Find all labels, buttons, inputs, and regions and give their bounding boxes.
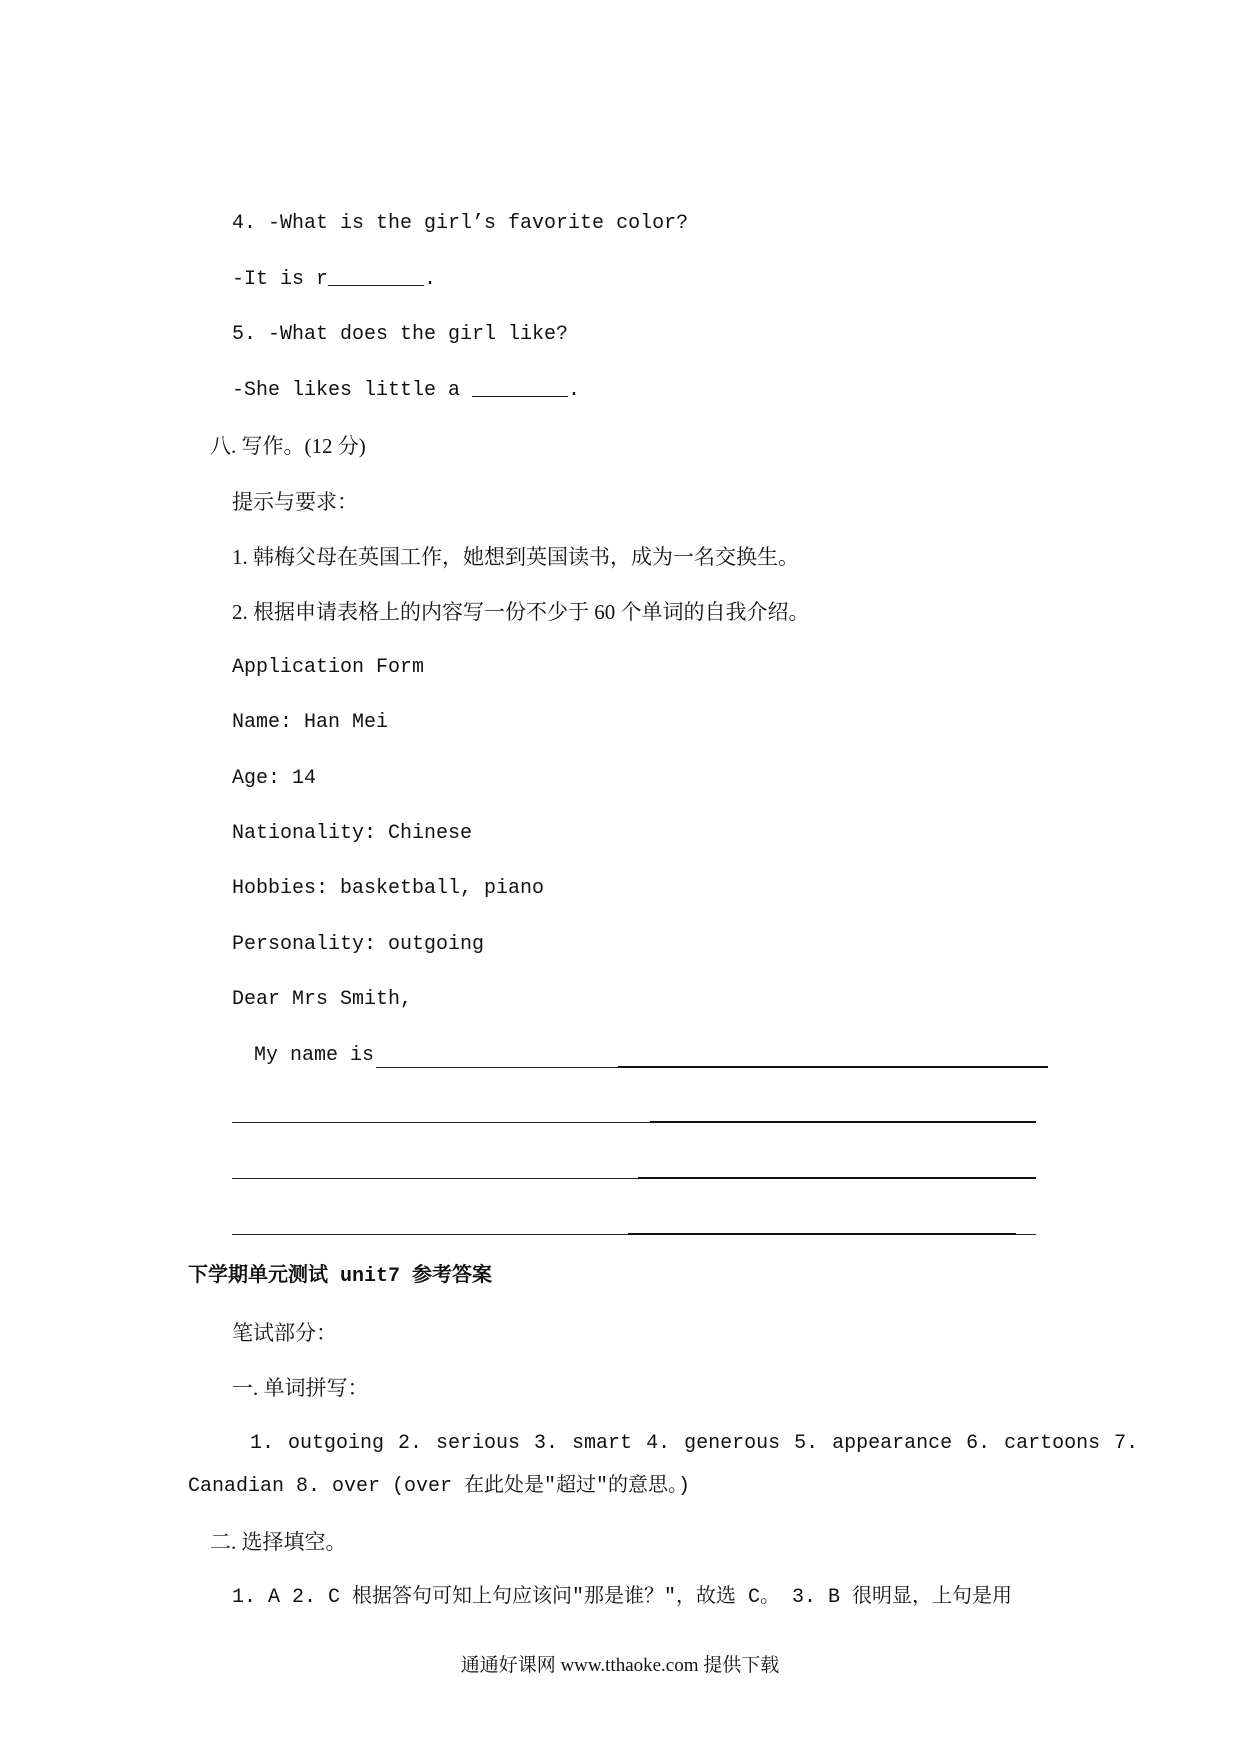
writing-line-4c [1016, 1234, 1036, 1235]
writing-line-1a [376, 1067, 618, 1068]
answers-part2-heading: 二. 选择填空。 [210, 1530, 347, 1554]
answers-part1-line2: Canadian 8. over (over 在此处是"超过"的意思。) [188, 1475, 691, 1498]
form-personality: Personality: outgoing [232, 933, 485, 956]
writing-line-3b [638, 1177, 1036, 1179]
hint-title: 提示与要求： [232, 490, 358, 514]
writing-line-3a [232, 1178, 638, 1179]
form-hobbies: Hobbies: basketball, piano [232, 877, 545, 900]
answers-section: 笔试部分： [232, 1321, 337, 1345]
form-title: Application Form [232, 656, 425, 679]
hint-2: 2. 根据申请表格上的内容写一份不少于 60 个单词的自我介绍。 [232, 600, 810, 624]
answer-5: -She likes little a ________. [232, 379, 581, 402]
writing-heading: 八. 写作。(12 分) [210, 434, 366, 458]
writing-line-4b [628, 1233, 1016, 1235]
form-name: Name: Han Mei [232, 711, 389, 734]
answers-part1-heading: 一. 单词拼写： [232, 1376, 369, 1400]
writing-line-2a [232, 1122, 650, 1123]
letter-greeting: Dear Mrs Smith, [232, 988, 413, 1011]
writing-line-2b [650, 1121, 1036, 1123]
answer-4: -It is r________. [232, 268, 437, 291]
hint-1: 1. 韩梅父母在英国工作，她想到英国读书，成为一名交换生。 [232, 545, 799, 569]
letter-opening: My name is [254, 1044, 375, 1067]
question-4: 4. -What is the girl’s favorite color? [232, 212, 689, 235]
writing-line-4a [232, 1234, 628, 1235]
form-nationality: Nationality: Chinese [232, 822, 473, 845]
answers-part1-line1: 1. outgoing 2. serious 3. smart 4. generous 5. appearance 6. cartoons 7. [250, 1432, 1139, 1455]
page-footer: 通通好课网 www.tthaoke.com 提供下载 [460, 1655, 780, 1676]
writing-line-1b [618, 1066, 1048, 1068]
answers-title: 下学期单元测试 unit7 参考答案 [188, 1265, 493, 1288]
question-5: 5. -What does the girl like? [232, 323, 569, 346]
form-age: Age: 14 [232, 767, 317, 790]
answers-part2-line1: 1. A 2. C 根据答句可知上句应该问"那是谁？"，故选 C。 3. B 很明显，上句是用 [232, 1586, 1013, 1609]
